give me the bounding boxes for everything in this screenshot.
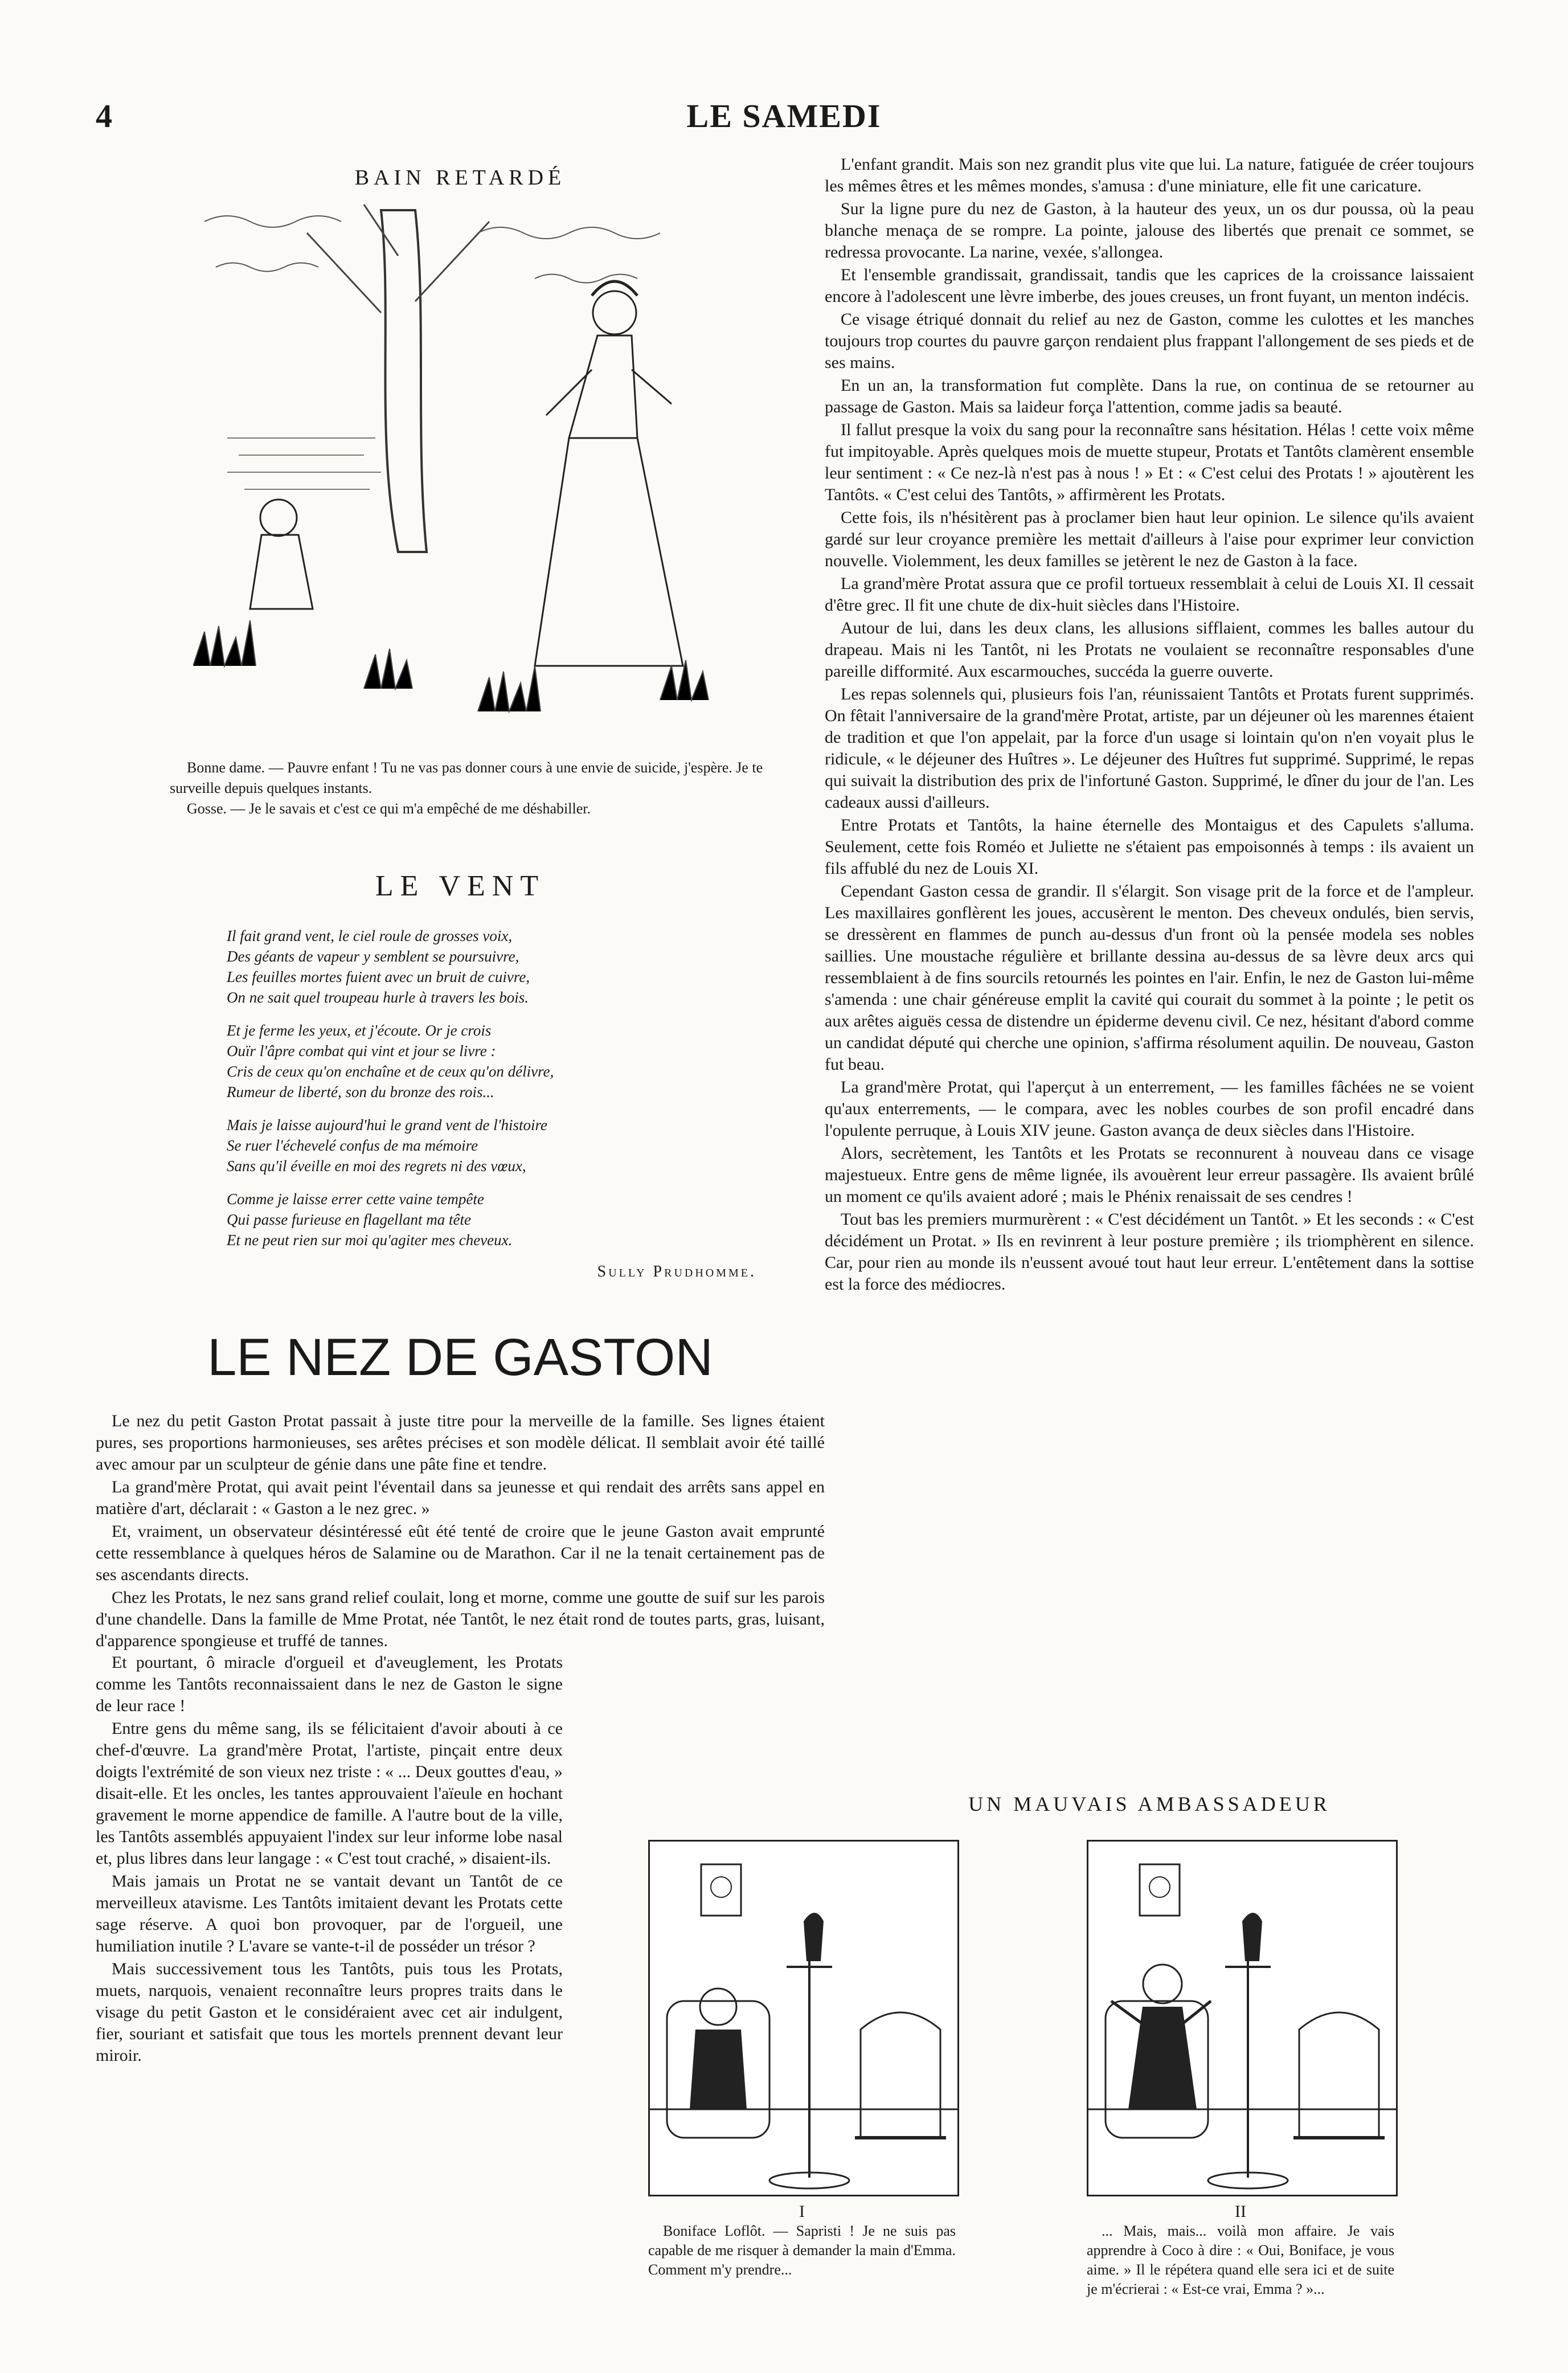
article-paragraph: Entre gens du même sang, ils se félicitaient d'avoir abouti à ce chef-d'œuvre. La grand'mère Protat, l'artiste, pinçait entre deux doigts l'extrémité de son vieux nez triste : « ... Deux gouttes d'eau, » disait-elle. Et les oncles, les tantes approuvaient l'aïeule en hochant gravement le morne appendice de famille. A l'autre bout de la ville, les Tantôts assemblés appuyaient l'index sur leur informe lobe nasal et, plus libres dans leur langage : « C'est tout craché, » disaient-ils.	[96, 1719, 563, 1868]
comic-panel-1-drawing	[650, 1842, 957, 2195]
poem-verse: Cris de ceux qu'on enchaîne et de ceux qu'on délivre,	[227, 1063, 554, 1080]
comic-caption-text: ... Mais, mais... voilà mon affaire. Je vais apprendre à Coco à dire : « Oui, Boniface, je vous aime. » Il le répétera quand elle sera ici et de suite je m'écrierai : « Est-ce vrai, Emma ? »...	[1087, 2223, 1394, 2297]
article-paragraph: Cependant Gaston cessa de grandir. Il s'élargit. Son visage prit de la force et de l'ampleur. Les maxillaires gonflèrent les joues, accusèrent le menton. Des cheveux ondulés, bien servis, se dressèrent en flammes de punch au-dessus d'un front où la pensée modela ses nobles saillies. Une moustache régulière et brillante dessina au-dessus de sa lèvre deux arcs qui ressemblaient à de fins sourcils retournés les pointes en l'air. Enfin, le nez de Gaston lui-même s'amenda : une chair généreuse emplit la cavité qui courait du sommet à la pointe ; le petit os aux arêtes aiguës cessa de distendre un épiderme devenu civil. Ce nez, hésitant d'abord comme un candidat député qui cherche une opinion, s'affirma résolument aquilin. De nouveau, Gaston fut beau.	[825, 882, 1474, 1074]
poem-verse: Qui passe furieuse en flagellant ma tête	[227, 1211, 471, 1228]
poem-verse: Des géants de vapeur y semblent se poursuivre,	[227, 948, 519, 965]
poem-verse: Rumeur de liberté, son du bronze des rois...	[227, 1083, 494, 1100]
comic-panel-caption	[648, 2221, 956, 2280]
article-paragraph: Et l'ensemble grandissait, grandissait, tandis que les caprices de la croissance laissaient encore à l'adolescent une lèvre imberbe, des joues creuses, un front fuyant, un menton indécis.	[825, 265, 1474, 306]
engraving-drawing	[193, 199, 763, 746]
article-paragraph: Sur la ligne pure du nez de Gaston, à la hauteur des yeux, un os dur poussa, où la peau blanche menaça de se rompre. La pointe, jalouse des libertés que prenait ce sommet, se redressa provocante. La narine, vexée, s'allongea.	[825, 199, 1474, 261]
illustration-legend	[170, 758, 768, 819]
poem-verse: Et ne peut rien sur moi qu'agiter mes cheveux.	[227, 1231, 513, 1249]
article-paragraph: Et pourtant, ô miracle d'orgueil et d'aveuglement, les Protats comme les Tantôts reconnaissaient dans le nez de Gaston le signe de leur race !	[96, 1653, 563, 1715]
poem-verse: Se ruer l'échevelé confus de ma mémoire	[227, 1137, 478, 1154]
poem-verse: Et je ferme les yeux, et j'écoute. Or je crois	[227, 1022, 492, 1039]
article-paragraph: Mais successivement tous les Tantôts, puis tous les Protats, muets, narquois, venaient reconnaître leurs propres traits dans le visage du petit Gaston et le considéraient avec cet air indulgent, fier, souriant et satisfait que tous les mortels prennent devant leur miroir.	[96, 1959, 563, 2065]
article-paragraph: La grand'mère Protat, qui l'aperçut à un enterrement, — les familles fâchées ne se voient qu'aux enterrements, — le compara, avec les nobles courbes de son profil encadré dans l'opulente perruque, à Louis XIV jeune. Gaston avança de deux siècles dans l'Histoire.	[825, 1078, 1474, 1140]
article-paragraph: L'enfant grandit. Mais son nez grandit plus vite que lui. La nature, fatiguée de créer toujours les mêmes êtres et les mêmes mondes, s'amusa : d'une miniature, elle fit une caricature.	[825, 155, 1474, 195]
poem-verse: Il fait grand vent, le ciel roule de grosses voix,	[227, 927, 513, 944]
comic-title: UN MAUVAIS AMBASSADEUR	[968, 1793, 1330, 1815]
comic-panel-2-drawing	[1088, 1842, 1396, 2195]
right-column	[825, 154, 1474, 1295]
poem-title: LE VENT	[375, 870, 546, 902]
article-paragraph: Tout bas les premiers murmurèrent : « C'est décidément un Tantôt. » Et les seconds : « C'est décidément un Protat. » Ils en revinrent à leur posture première ; ils triomphèrent en silence. Car, pour rien au monde ils n'eussent avoué tout haut leur erreur. L'entêtement dans la sottise est la force des médiocres.	[825, 1210, 1474, 1294]
page-number: 4	[96, 97, 112, 134]
poem-verse: Sans qu'il éveille en moi des regrets ni des vœux,	[227, 1157, 526, 1175]
poem-stanza	[227, 926, 728, 1008]
article-paragraph: Mais jamais un Protat ne se vantait devant un Tantôt de ce merveilleux atavisme. Les Tantôts imitaient devant les Protats cette sage réserve. A quoi bon provoquer, par de l'orgueil, une humiliation inutile ? L'avare se vante-t-il de posséder un trésor ?	[96, 1872, 563, 1955]
left-column	[96, 154, 825, 2067]
article-paragraph: Entre Protats et Tantôts, la haine éternelle des Montaigus et des Capulets s'alluma. Seulement, cette fois Roméo et Juliette ne s'étaient pas empoisonnés à temps : ils avaient un fils affublé du nez de Louis XI.	[825, 816, 1474, 878]
poem-verse: Les feuilles mortes fuient avec un bruit de cuivre,	[227, 968, 530, 985]
poem-stanza	[227, 1020, 728, 1102]
article-paragraph: Autour de lui, dans les deux clans, les allusions sifflaient, commes les balles autour du drapeau. Mais ni les Tantôt, ni les Protats ne voulaient se reconnaître responsables d'une pareille difformité. Aux escarmouches, succéda la guerre ouverte.	[825, 619, 1474, 681]
article-paragraph: Il fallut presque la voix du sang pour la reconnaître sans hésitation. Hélas ! cette voix même fut impitoyable. Après quelques mois de muette stupeur, Protats et Tantôts clamèrent ensemble leur sentiment : « Ce nez-là n'est pas à nous ! » Et : « C'est celui des Protats ! » ajoutèrent les Tantôts. « C'est celui des Tantôts, » affirmèrent les Protats.	[825, 420, 1474, 504]
article-paragraph: Chez les Protats, le nez sans grand relief coulait, long et morne, comme une goutte de suif sur les parois d'une chandelle. Dans la famille de Mme Protat, née Tantôt, le nez était rond de toutes parts, gras, luisant, d'apparence spongieuse et truffé de tannes.	[96, 1588, 825, 1650]
poem-verse: Mais je laisse aujourd'hui le grand vent de l'histoire	[227, 1116, 547, 1134]
poem-stanza	[227, 1115, 728, 1176]
poem-stanza	[227, 1189, 728, 1250]
article-paragraph: Et, vraiment, un observateur désintéressé eût été tenté de croire que le jeune Gaston avait emprunté cette ressemblance à quelques héros de Salamine ou de Marathon. Car il ne la tenait certainement pas de ses ascendants directs.	[96, 1522, 825, 1584]
article-paragraph: Les repas solennels qui, plusieurs fois l'an, réunissaient Tantôts et Protats furent supprimés. On fêtait l'anniversaire de la grand'mère Protat, artiste, par un déjeuner où les marennes étaient de tradition et que l'on appelait, par la force d'un usage si lointain qu'on n'en voyait plus le ridicule, « le déjeuner des Huîtres ». Le déjeuner des Huîtres fut supprimé. Supprimé, le repas qui suivait la distribution des prix de l'infortuné Gaston. Supprimé, le dîner du jour de l'an. Les cadeaux aussi d'ailleurs.	[825, 685, 1474, 812]
article-paragraph: Cette fois, ils n'hésitèrent pas à proclamer bien haut leur opinion. Le silence qu'ils avaient gardé sur leur croyance première les mettait d'ailleurs à l'aise pour exprimer leur conviction nouvelle. Violemment, les deux familles se jetèrent le nez de Gaston à la face.	[825, 508, 1474, 570]
article-paragraph: Ce visage étriqué donnait du relief au nez de Gaston, comme les culottes et les manches toujours trop courtes du pauvre garçon rendaient plus frappant l'allongement de ses pieds et de ses mains.	[825, 310, 1474, 372]
comic-panel-number: I	[799, 2202, 805, 2221]
article-title: LE NEZ DE GASTON	[207, 1328, 713, 1386]
engraving-bain-retarde	[193, 198, 763, 746]
comic-panel-1	[648, 1840, 959, 2196]
article-paragraph: Le nez du petit Gaston Protat passait à juste titre pour la merveille de la famille. Ses lignes étaient pures, ses proportions harmonieuses, ses arêtes précises et son modèle délicat. Il semblait avoir été taillé avec amour par un sculpteur de génie dans une pâte fine et tendre.	[96, 1411, 825, 1474]
comic-caption-text: Boniface Loflôt. — Sapristi ! Je ne suis pas capable de me risquer à demander la main d'Emma. Comment m'y prendre...	[648, 2223, 956, 2278]
comic-panel-caption	[1087, 2221, 1394, 2299]
poem-verse: On ne sait quel troupeau hurle à travers les bois.	[227, 989, 529, 1006]
newspaper-title: LE SAMEDI	[686, 97, 882, 134]
comic-panel-2	[1087, 1840, 1398, 2196]
poem-le-vent	[227, 926, 728, 1250]
page-header	[0, 0, 1568, 171]
article-paragraph: La grand'mère Protat assura que ce profil tortueux ressemblait à celui de Louis XI. Il cessait d'être grec. Il fit une chute de dix-huit siècles dans l'Histoire.	[825, 574, 1474, 615]
poem-verse: Ouïr l'âpre combat qui vint et jour se livre :	[227, 1042, 496, 1059]
article-paragraph: La grand'mère Protat, qui avait peint l'éventail dans sa jeunesse et qui rendait des arrêts sans appel en matière d'art, déclarait : « Gaston a le nez grec. »	[96, 1478, 825, 1518]
article-paragraph: En un an, la transformation fut complète. Dans la rue, on continua de se retourner au passage de Gaston. Mais sa laideur força l'attention, comme jadis sa beauté.	[825, 376, 1474, 416]
legend-line: Bonne dame. — Pauvre enfant ! Tu ne vas pas donner cours à une envie de suicide, j'espère. Je te surveille depuis quelques instants.	[170, 759, 763, 796]
legend-line: Gosse. — Je le savais et c'est ce qui m'a empêché de me déshabiller.	[187, 800, 591, 817]
article-paragraph: Alors, secrètement, les Tantôts et les Protats se reconnurent à nouveau dans ce visage majestueux. Entre gens de même lignée, ils avouèrent leur erreur passagère. Ils avaient brûlé un moment ce qu'ils avaient adoré ; mais le Phénix renaissait de ses cendres !	[825, 1144, 1474, 1206]
illustration-title: BAIN RETARDÉ	[354, 166, 566, 190]
poem-verse: Comme je laisse errer cette vaine tempête	[227, 1190, 484, 1208]
comic-panel-number: II	[1235, 2202, 1246, 2221]
poem-author: Sully Prudhomme.	[597, 1263, 756, 1280]
